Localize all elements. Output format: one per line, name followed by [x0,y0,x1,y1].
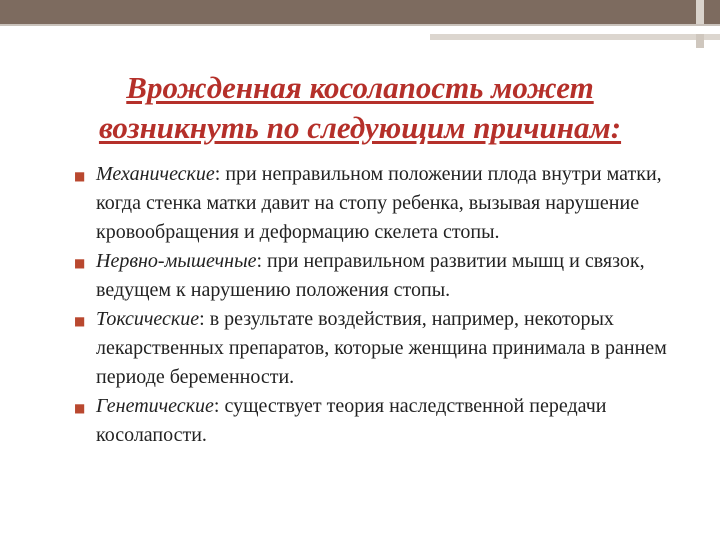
slide-title-line-1: Врожденная косолапость может [126,70,594,105]
cause-term: Механические [96,163,215,185]
bullet-square-icon: ■ [74,314,86,328]
cause-description: : при неправильном развитии мышц и связок, ведущем к нарушению положения стопы. [96,250,645,301]
top-decorative-band [0,0,720,24]
accent-bar [430,34,720,40]
cause-term: Генетические [96,395,214,417]
causes-list [74,160,694,450]
bullet-square-icon: ■ [74,169,86,183]
top-divider-line [0,24,720,26]
cause-term: Нервно-мышечные [96,250,257,272]
cause-description: : существует теория наследственной передачи косолапости. [96,395,607,446]
list-item-genetic [74,392,694,450]
accent-block [696,34,704,48]
cause-description: : при неправильном положении плода внутри матки, когда стенка матки давит на стопу ребенка, вызывая нарушение кровообращения и деформацию скелета стопы. [96,163,662,243]
slide-title-line-2: возникнуть по следующим причинам: [98,110,622,145]
bullet-square-icon: ■ [74,256,86,270]
list-item-mechanical [74,160,694,247]
cause-description: : в результате воздействия, например, некоторых лекарственных препаратов, которые женщина принимала в раннем периоде беременности. [96,308,667,388]
bullet-square-icon: ■ [74,401,86,415]
list-item-toxic [74,305,694,392]
top-accent-block [696,0,704,24]
slide-title [20,68,700,148]
list-item-neuromuscular [74,247,694,305]
cause-term: Токсические [96,308,200,330]
